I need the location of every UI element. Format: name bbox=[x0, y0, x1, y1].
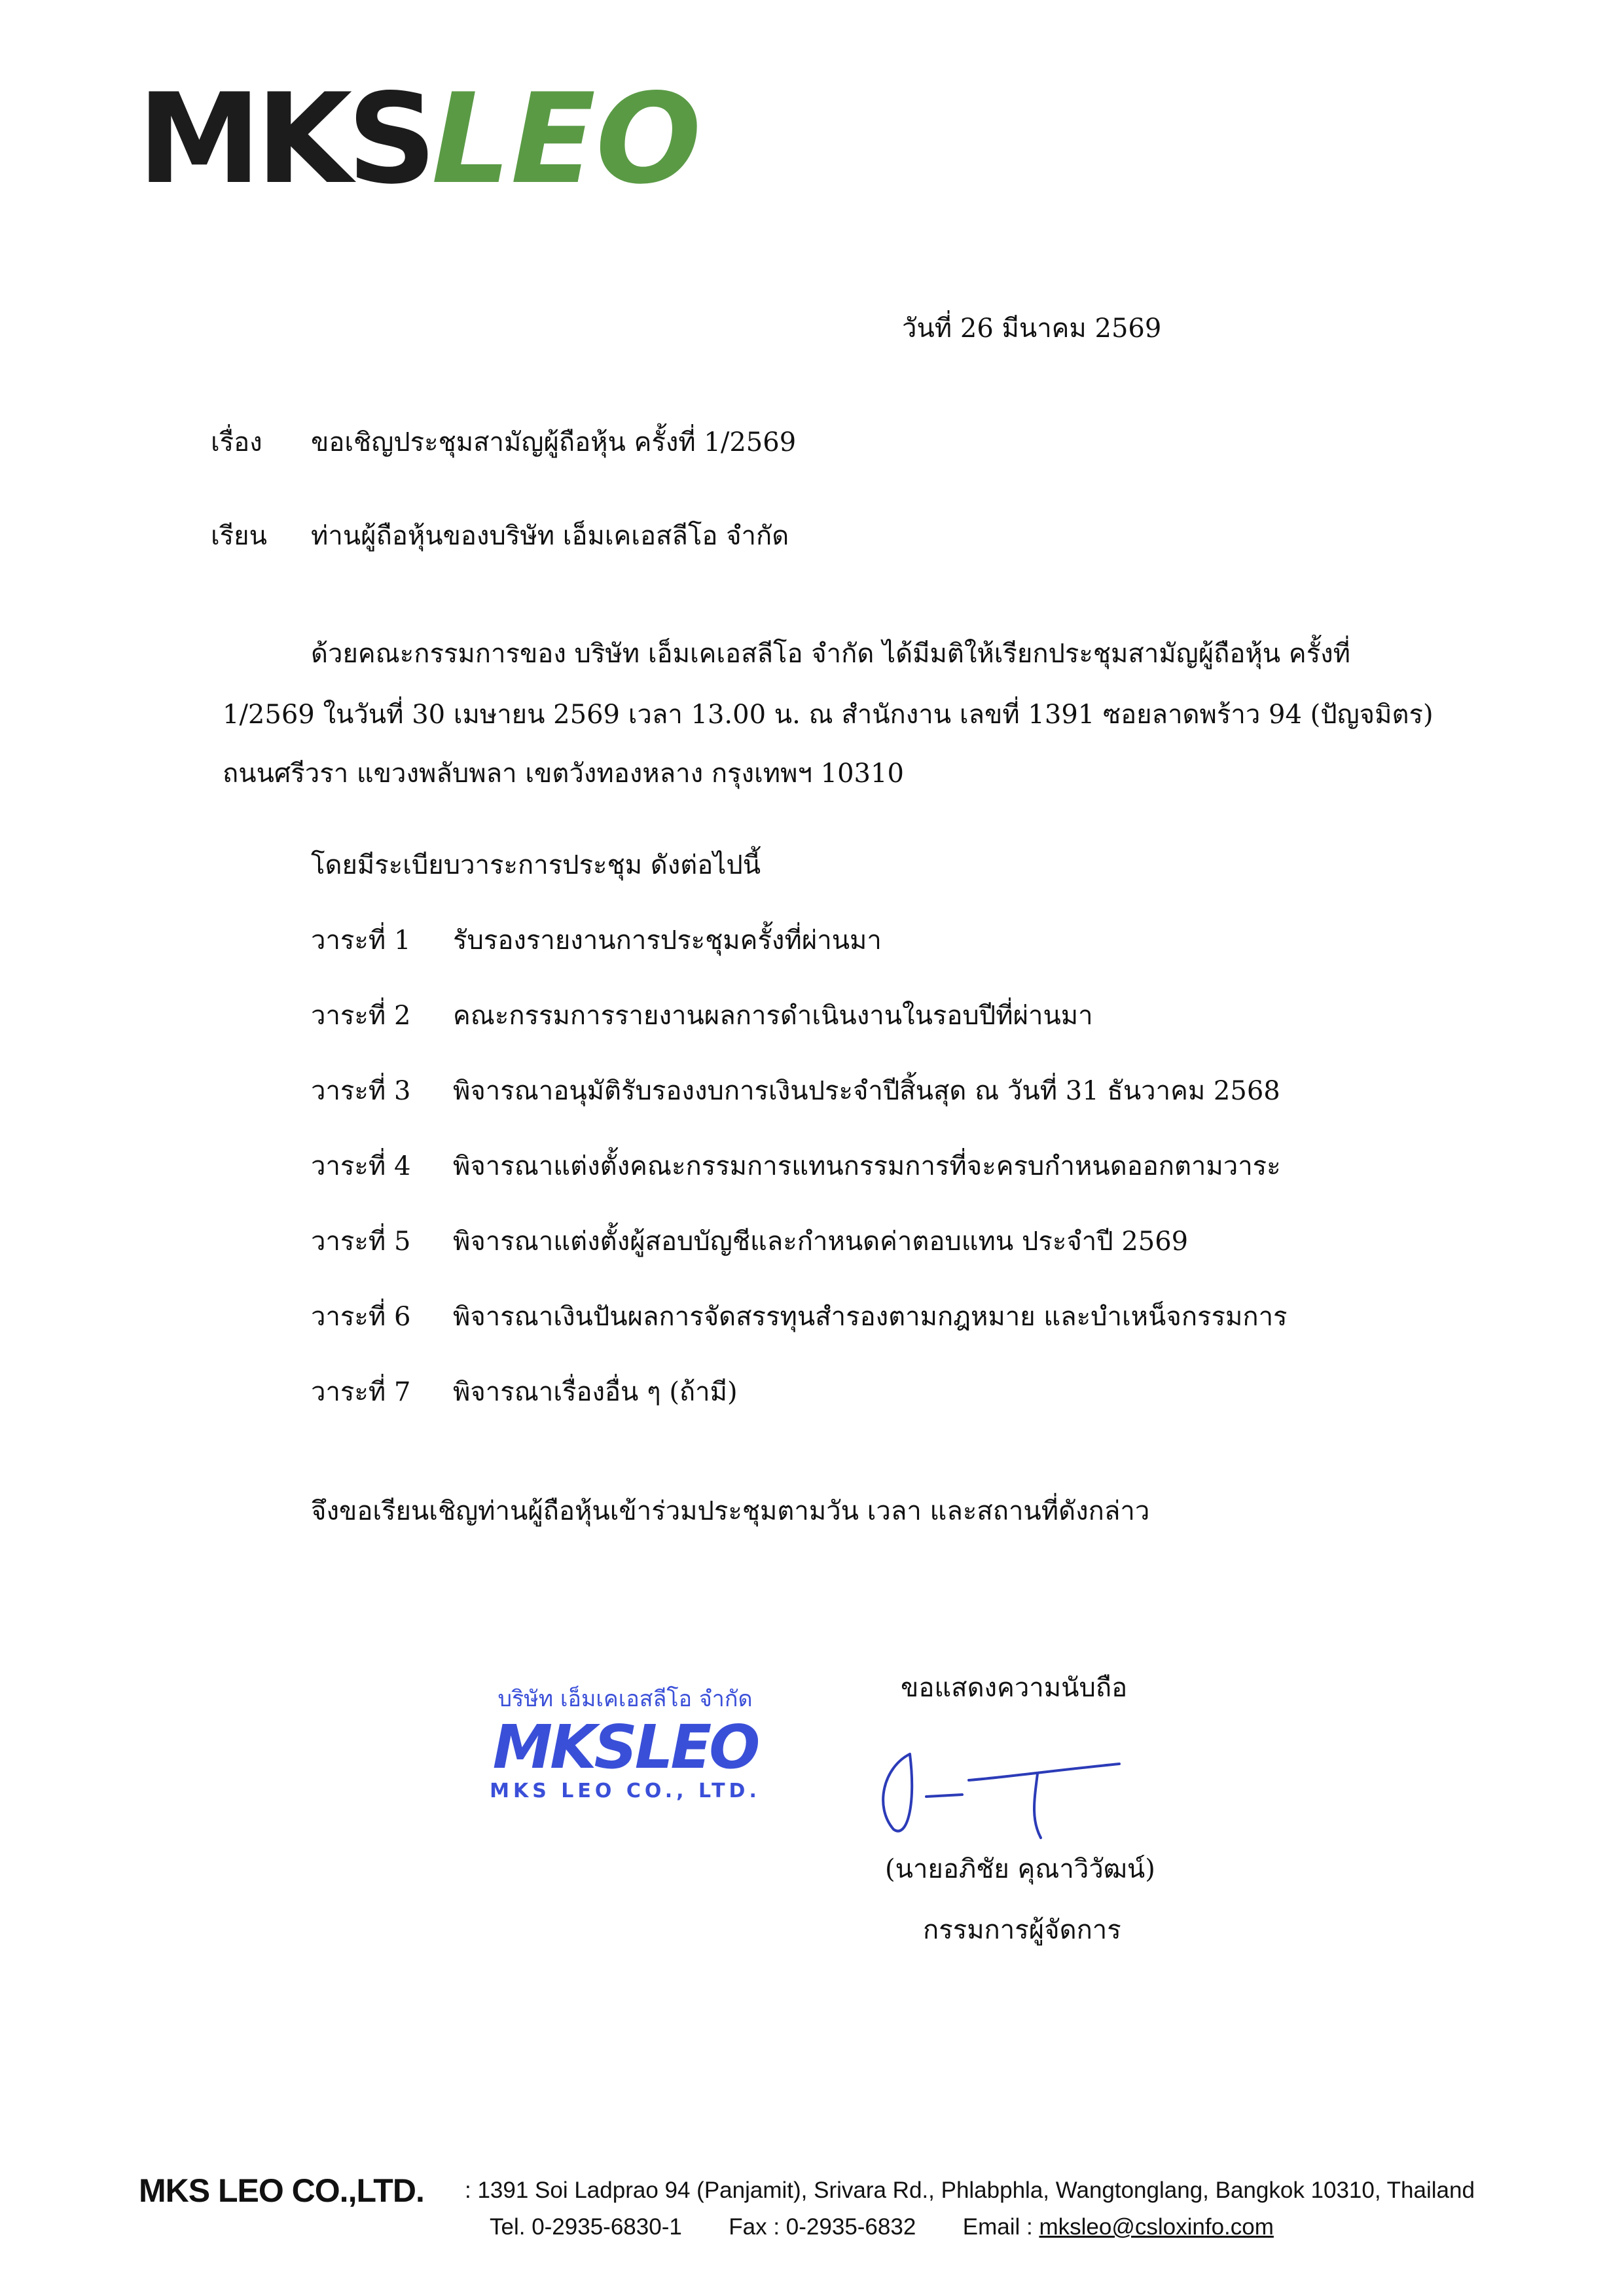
agenda-item-text: พิจารณาแต่งตั้งผู้สอบบัญชีและกำหนดค่าตอบแทน ประจำปี 2569 bbox=[453, 1227, 1189, 1257]
agenda-intro: โดยมีระเบียบวาระการประชุม ดังต่อไปนี้ bbox=[311, 850, 761, 880]
agenda-item-text: คณะกรรมการรายงานผลการดำเนินงานในรอบปีที่ผ่านมา bbox=[453, 1001, 1093, 1031]
logo-mks: MKS bbox=[137, 67, 432, 211]
agenda-item-text: พิจารณาเงินปันผลการจัดสรรทุนสำรองตามกฎหมาย และบำเหน็จกรรมการ bbox=[453, 1302, 1288, 1332]
agenda-item-number: วาระที่ 2 bbox=[311, 1001, 411, 1031]
stamp-logo: MKSLEO bbox=[492, 1712, 758, 1782]
closing-salutation: ขอแสดงความนับถือ bbox=[901, 1673, 1128, 1703]
footer-company-name: MKS LEO CO.,LTD. bbox=[139, 2172, 424, 2209]
company-stamp bbox=[481, 1681, 769, 1802]
footer-fax: Fax : 0-2935-6832 bbox=[729, 2214, 916, 2240]
body-paragraph-line-3: ถนนศรีวรา แขวงพลับพลา เขตวังทองหลาง กรุงเทพฯ 10310 bbox=[223, 759, 904, 789]
stamp-company-thai: บริษัท เอ็มเคเอสลีโอ จำกัด bbox=[497, 1686, 753, 1712]
subject-text: ขอเชิญประชุมสามัญผู้ถือหุ้น ครั้งที่ 1/2569 bbox=[311, 427, 797, 457]
subject-label: เรื่อง bbox=[211, 427, 262, 457]
recipient-text: ท่านผู้ถือหุ้นของบริษัท เอ็มเคเอสลีโอ จำกัด bbox=[311, 521, 789, 551]
company-logo bbox=[137, 67, 702, 211]
footer-contact bbox=[490, 2214, 1274, 2240]
agenda-item-number: วาระที่ 4 bbox=[311, 1151, 411, 1181]
agenda-item-text: รับรองรายงานการประชุมครั้งที่ผ่านมา bbox=[453, 925, 882, 956]
footer-address: : 1391 Soi Ladprao 94 (Panjamit), Srivara Rd., Phlabphla, Wangtonglang, Bangkok 10310, Thailand bbox=[465, 2178, 1475, 2203]
agenda-item-text: พิจารณาแต่งตั้งคณะกรรมการแทนกรรมการที่จะครบกำหนดออกตามวาระ bbox=[453, 1151, 1281, 1181]
agenda-item-number: วาระที่ 7 bbox=[311, 1377, 411, 1407]
closing-request: จึงขอเรียนเชิญท่านผู้ถือหุ้นเข้าร่วมประชุมตามวัน เวลา และสถานที่ดังกล่าว bbox=[311, 1496, 1150, 1526]
letter-date: วันที่ 26 มีนาคม 2569 bbox=[902, 314, 1162, 344]
body-paragraph-line-1: ด้วยคณะกรรมการของ บริษัท เอ็มเคเอสลีโอ จำกัด ได้มีมติให้เรียกประชุมสามัญผู้ถือหุ้น ครั้งที่ bbox=[311, 639, 1350, 669]
signer-title: กรรมการผู้จัดการ bbox=[923, 1915, 1121, 1945]
footer-email-label: Email : bbox=[962, 2214, 1033, 2240]
handwritten-signature bbox=[871, 1741, 1132, 1846]
agenda-item-text: พิจารณาอนุมัติรับรองงบการเงินประจำปีสิ้นสุด ณ วันที่ 31 ธันวาคม 2568 bbox=[453, 1076, 1280, 1106]
logo-leo: LEO bbox=[431, 67, 702, 211]
signer-name: (นายอภิชัย คุณาวิวัฒน์) bbox=[885, 1854, 1155, 1884]
agenda-item-number: วาระที่ 1 bbox=[311, 925, 411, 956]
footer-email-link[interactable]: mksleo@csloxinfo.com bbox=[1039, 2214, 1274, 2240]
agenda-item-number: วาระที่ 6 bbox=[311, 1302, 411, 1332]
agenda-item-number: วาระที่ 3 bbox=[311, 1076, 411, 1106]
agenda-item-number: วาระที่ 5 bbox=[311, 1227, 411, 1257]
body-paragraph-line-2: 1/2569 ในวันที่ 30 เมษายน 2569 เวลา 13.00 น. ณ สำนักงาน เลขที่ 1391 ซอยลาดพร้าว 94 (ปัญจมิตร) bbox=[223, 700, 1434, 730]
agenda-item-text: พิจารณาเรื่องอื่น ๆ (ถ้ามี) bbox=[453, 1377, 738, 1407]
recipient-label: เรียน bbox=[211, 521, 267, 551]
footer-tel: Tel. 0-2935-6830-1 bbox=[490, 2214, 682, 2240]
stamp-company-en: MKS LEO CO., LTD. bbox=[490, 1779, 761, 1802]
